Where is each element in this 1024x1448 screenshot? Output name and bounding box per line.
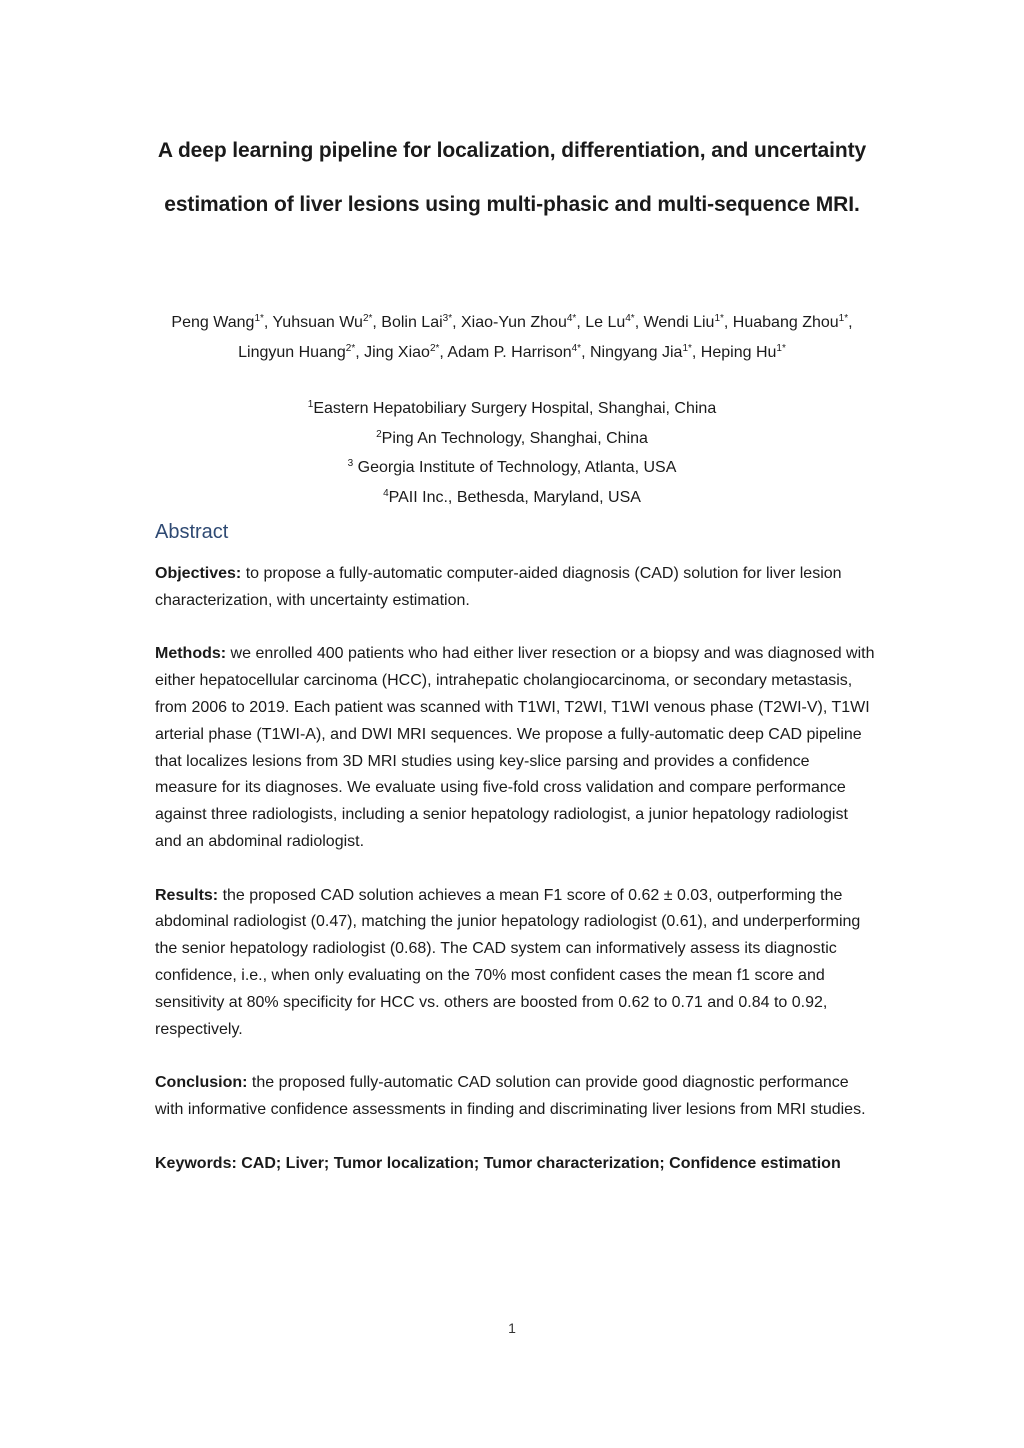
abstract-body bbox=[155, 561, 875, 1177]
author: Le $Lu^{4*}$, bbox=[585, 313, 644, 331]
keywords-line: Keywords: CAD; Liver; Tumor localization; Tumor characterization; Confidence estimation bbox=[155, 1154, 841, 1172]
author: Xiao-Yun Zhou$^{4*}$, bbox=[461, 313, 586, 331]
author: Jing Xiao$^{2*}$, bbox=[364, 343, 448, 361]
author-list bbox=[150, 308, 874, 368]
results-paragraph: Results: the proposed CAD solution achieves a mean F1 score of 0.62 ± 0.03, outperforming the abdominal radiologist (0.47), matching the junior hepatology radiologist (0.61), and underperforming the senior hepatology radiologist (0.68). The CAD system can informatively assess its diagnostic confidence, i.e., when only evaluating on the 70% most confident cases the mean f1 score and sensitivity at 80% specificity for HCC vs. others are boosted from 0.62 to 0.71 and 0.84 to 0.92, respectively. bbox=[155, 886, 861, 1038]
affiliation: $^2$Ping An Technology, Shanghai, China bbox=[376, 428, 648, 447]
abstract-heading: Abstract bbox=[155, 521, 229, 543]
author: Yuhsuan $Wu^{2*}$, bbox=[272, 313, 382, 331]
author: Huabang Zhou$^{1*}$, bbox=[732, 313, 853, 331]
affiliation: $^3$ Georgia Institute of Technology, Atlanta, USA bbox=[347, 458, 677, 476]
author: Wendi Liu$^{1*}$, bbox=[643, 313, 733, 331]
page-number: 1 bbox=[508, 1320, 516, 1336]
objectives-paragraph: Objectives: to propose a fully-automatic computer-aided diagnosis (CAD) solution for liver lesion characterization, with uncertainty estimation. bbox=[155, 565, 842, 609]
methods-paragraph: Methods: we enrolled 400 patients who had either liver resection or a biopsy and was diagnosed with either hepatocellular carcinoma (HCC), intrahepatic cholangiocarcinoma, or secondary metastasis, from 2006 to 2019. Each patient was scanned with T1WI, T2WI, T1WI venous phase (T2WI-V), T1WI arterial phase (T1WI-A), and DWI MRI sequences. We propose a fully-automatic deep CAD pipeline that localizes lesions from 3D MRI studies using key-slice parsing and provides a confidence measure for its diagnoses. We evaluate using five-fold cross validation and compare performance against three radiologists, including a senior hepatology radiologist, a junior hepatology radiologist and an abdominal radiologist. bbox=[155, 645, 875, 850]
affiliation: $^1$Eastern Hepatobiliary Surgery Hospital, Shanghai, China bbox=[307, 399, 717, 417]
affiliation: $^4$PAII Inc., Bethesda, Maryland, USA bbox=[383, 487, 641, 506]
author: Adam P. Harrison$^{4*}$, bbox=[447, 343, 590, 361]
author: Peng Wang$^{1*}$, bbox=[171, 313, 273, 331]
affiliation-list bbox=[150, 394, 874, 512]
author: Ningyang Jia$^{1*}$, bbox=[589, 343, 701, 361]
author: Lingyun Huang$^{2*}$, bbox=[238, 343, 365, 361]
conclusion-paragraph: Conclusion: the proposed fully-automatic CAD solution can provide good diagnostic performance with informative confidence assessments in finding and discriminating liver lesions from MRI studies. bbox=[155, 1074, 866, 1118]
author: Bolin Lai$^{3*}$, bbox=[381, 313, 461, 331]
author: Heping $Hu^{1*}$ bbox=[700, 343, 786, 361]
paper-title: A deep learning pipeline for localization, differentiation, and uncertainty estimation of liver lesions using multi-phasic and multi-sequence MRI. bbox=[157, 139, 867, 216]
